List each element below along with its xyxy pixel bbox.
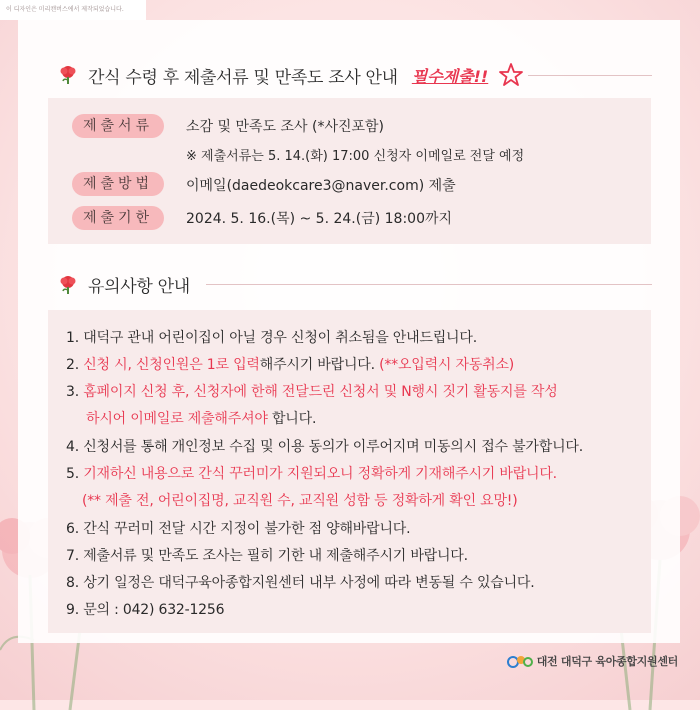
item-number: 3. (66, 384, 84, 400)
notice-item-5-note: (** 제출 전, 어린이집명, 교직원 수, 교직원 성함 등 정확하게 확인 요망!) (82, 493, 518, 509)
notice-item-2 (66, 354, 514, 374)
notice-item-4: 4. 신청서를 통해 개인정보 수집 및 이용 동의가 이루어지며 미동의시 접수 불가합니다. (66, 439, 583, 455)
notice-item-9: 9. 문의 : 042) 632-1256 (66, 602, 225, 618)
deadline-value: 2024. 5. 16.(목) ~ 5. 24.(금) 18:00까지 (186, 211, 453, 227)
item-number: 2. (66, 357, 84, 373)
notice-item-5-highlight: 기재하신 내용으로 간식 꾸러미가 지원되오니 정확하게 기재해주시기 바랍니다. (83, 466, 557, 482)
documents-note: ※ 제출서류는 5. 14.(화) 17:00 신청자 이메일로 전달 예정 (186, 149, 525, 164)
notice-item-5 (66, 463, 557, 483)
notice-item-1: 1. 대덕구 관내 어린이집이 아닐 경우 신청이 취소됨을 안내드립니다. (66, 330, 477, 346)
section2-header (58, 272, 190, 297)
carnation-icon (58, 65, 78, 85)
section1-header (58, 62, 524, 88)
item-number: 5. (66, 466, 84, 482)
notice-item-2-highlight: 신청 시, 신청인원은 1로 입력 (83, 357, 260, 373)
notice-item-3 (66, 381, 558, 401)
label-method: 제출방법 (72, 172, 164, 196)
notice-item-3-cont (86, 408, 316, 428)
notice-item-3-highlight: 홈페이지 신청 후, 신청자에 한해 전달드린 신청서 및 N행시 짓기 활동지를 작성 (83, 384, 558, 400)
org-name: 대전 대덕구 육아종합지원센터 (536, 655, 678, 668)
section2-divider (206, 284, 652, 285)
notice-item-3-text: 합니다. (267, 411, 317, 427)
label-deadline: 제출기한 (72, 206, 164, 230)
section1-title: 간식 수령 후 제출서류 및 만족도 조사 안내 (88, 67, 398, 88)
notice-item-6: 6. 간식 꾸러미 전달 시간 지정이 불가한 점 양해바랍니다. (66, 521, 411, 537)
section1-divider (528, 75, 652, 76)
notice-item-3-highlight-cont: 하시어 이메일로 제출해주셔야 (86, 411, 268, 427)
method-value: 이메일(daedeokcare3@naver.com) 제출 (186, 178, 456, 194)
watermark: 이 디자인은 미리캔버스에서 제작되었습니다. (0, 0, 146, 20)
label-documents: 제출서류 (72, 114, 164, 138)
documents-value: 소감 및 만족도 조사 (*사진포함) (186, 119, 385, 135)
notice-item-2-warning: (**오입력시 자동취소) (379, 357, 515, 373)
star-icon (498, 62, 524, 88)
must-submit-label: 필수제출!! (411, 66, 489, 86)
org-logo-icon (507, 652, 533, 670)
notice-item-8: 8. 상기 일정은 대덕구육아종합지원센터 내부 사정에 따라 변동될 수 있습니다. (66, 575, 535, 591)
footer-org (507, 652, 678, 670)
section2-title: 유의사항 안내 (88, 277, 190, 297)
carnation-icon (58, 275, 78, 295)
notice-item-2-text: 해주시기 바랍니다. (259, 357, 380, 373)
notice-item-7: 7. 제출서류 및 만족도 조사는 필히 기한 내 제출해주시기 바랍니다. (66, 548, 468, 564)
